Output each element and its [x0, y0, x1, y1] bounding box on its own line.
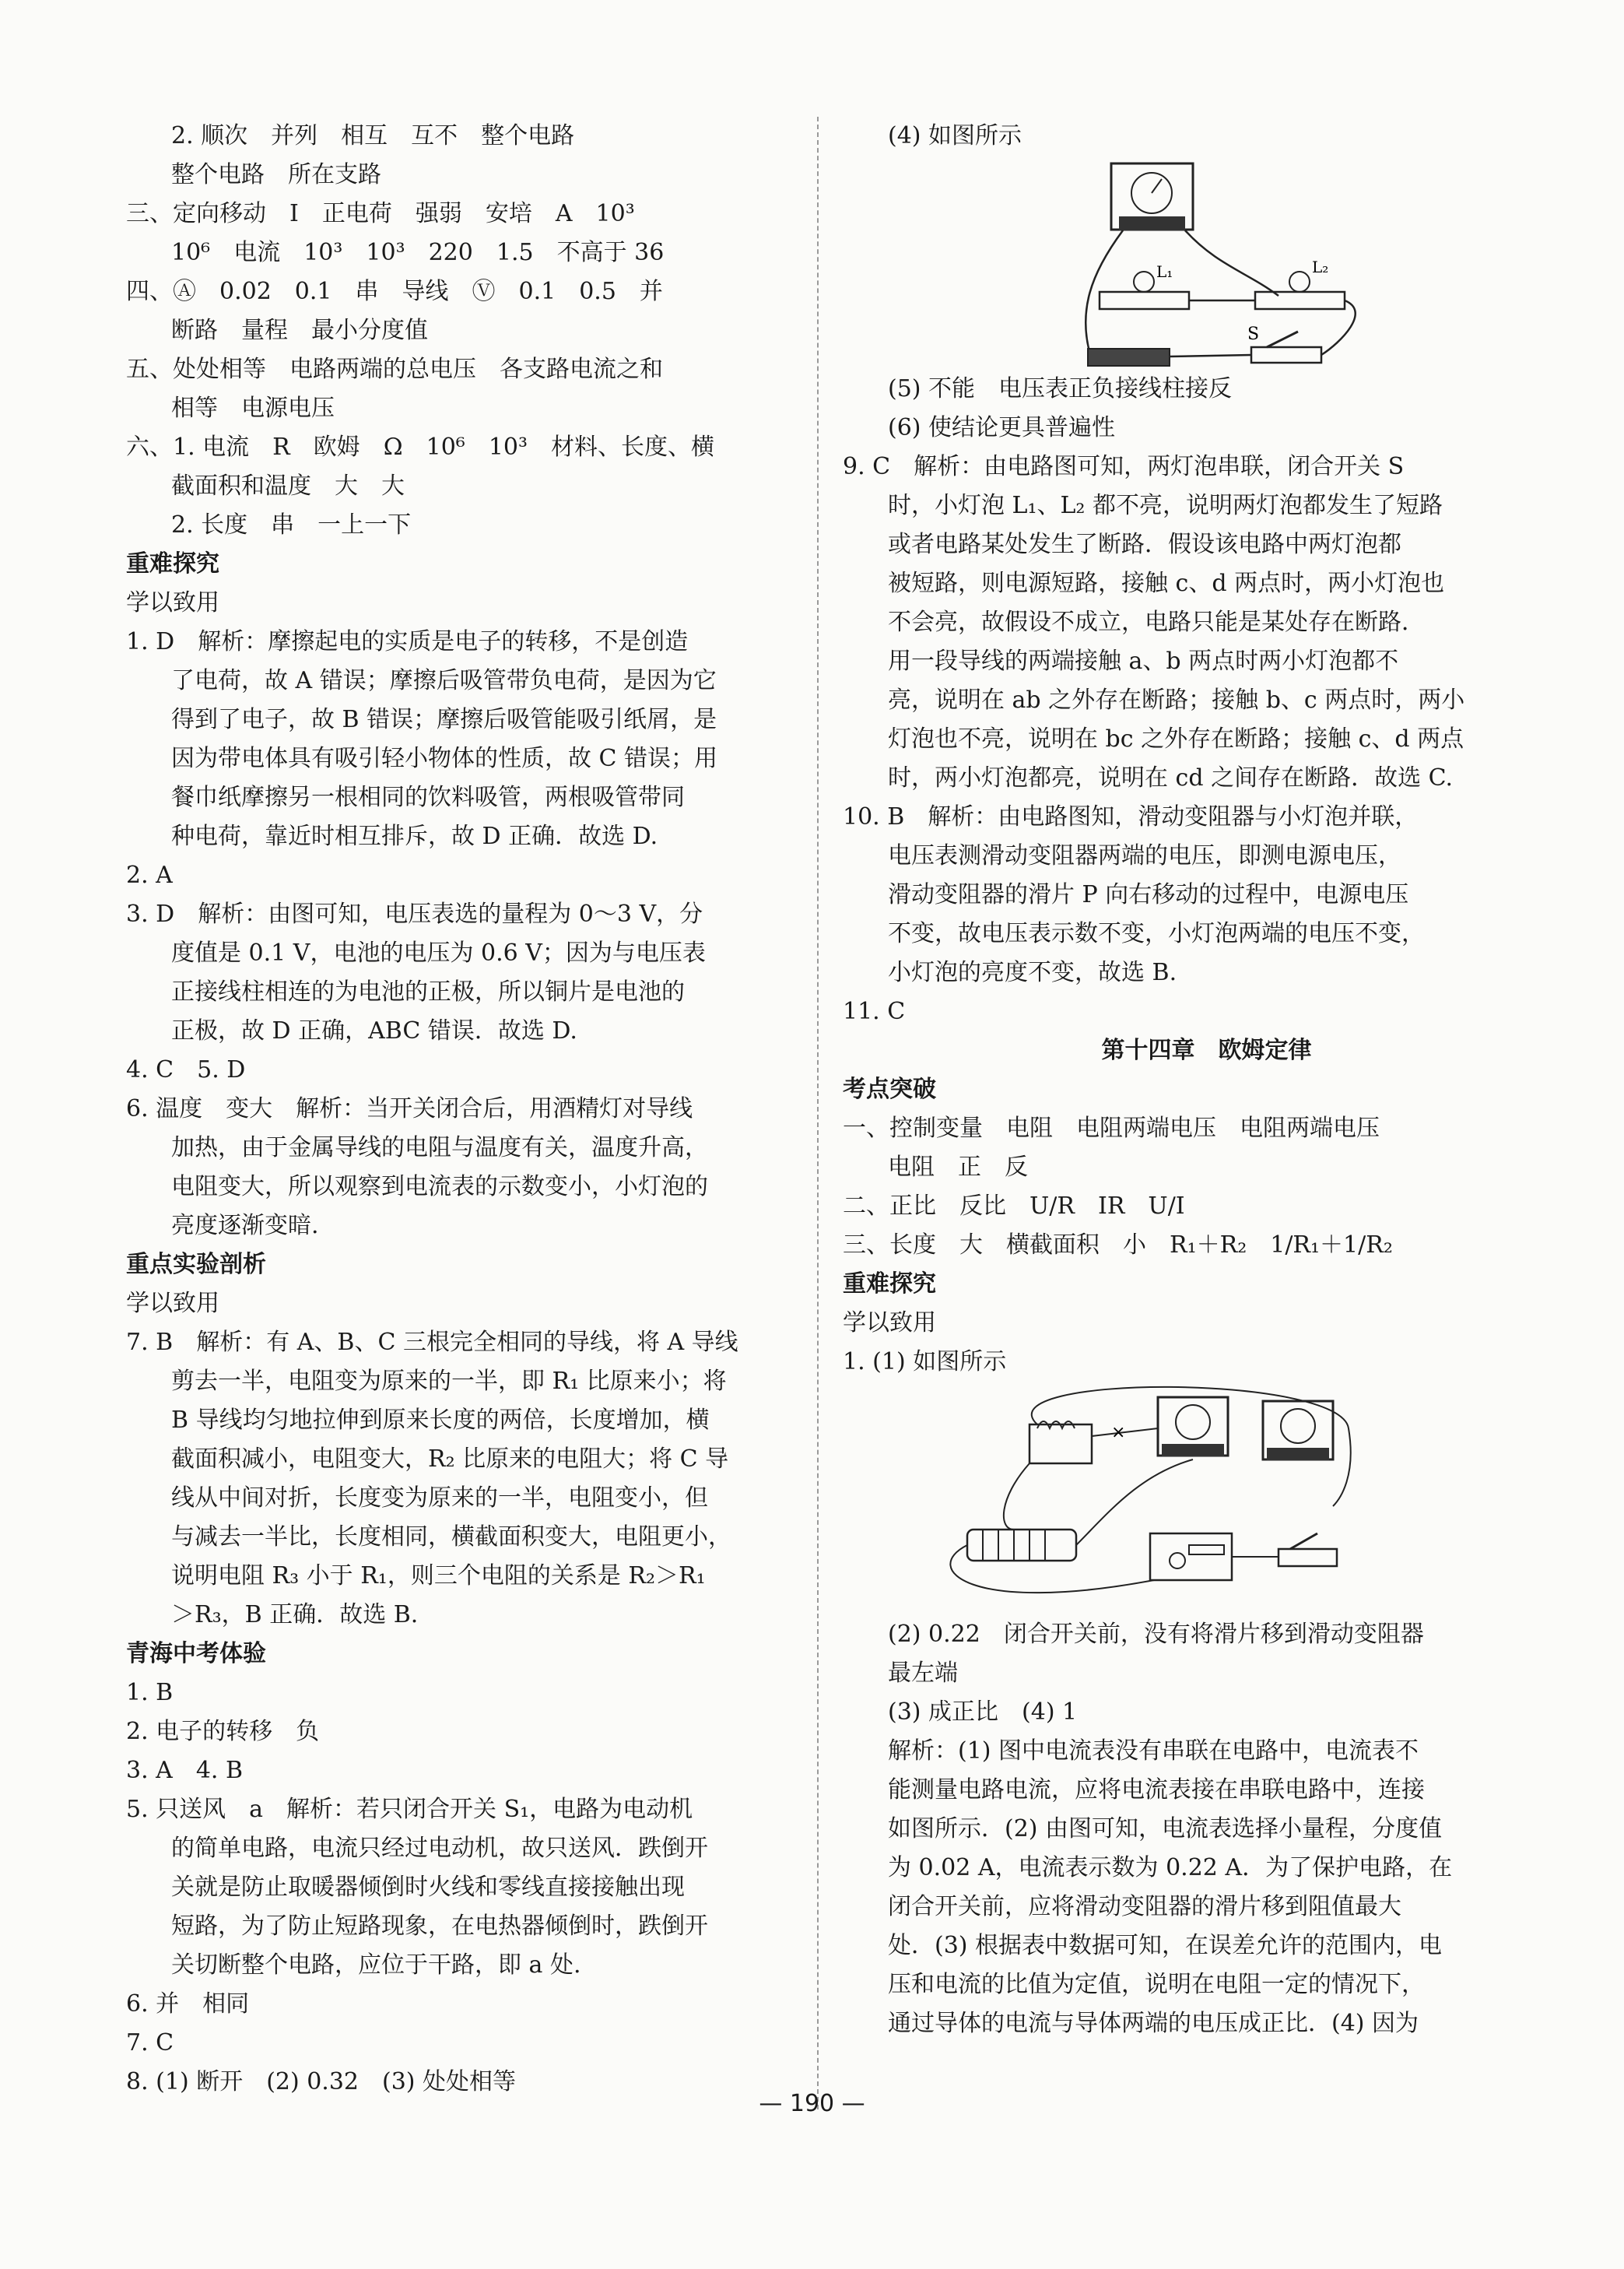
circuit-figure-ohm-experiment — [843, 1382, 1570, 1615]
page-number-value: 190 — [789, 2090, 835, 2117]
right_b-line: 二、正比 反比 U/R IR U/I — [843, 1192, 1185, 1220]
left-line: 断路 量程 最小分度值 — [171, 317, 428, 344]
right_b-line: 被短路，则电源短路，接触 c、d 两点时，两小灯泡也 — [888, 570, 1445, 597]
left-line: 电阻变大，所以观察到电流表的示数变小，小灯泡的 — [171, 1173, 708, 1200]
right_b-line: 第十四章 欧姆定律 — [1101, 1037, 1312, 1064]
left-line: 7. C — [126, 2029, 174, 2057]
page-number: — 190 — — [759, 2090, 865, 2117]
left-line: 6. 并 相同 — [126, 1990, 250, 2018]
left-line: 五、处处相等 电路两端的总电压 各支路电流之和 — [126, 356, 663, 383]
right_b-line: 或者电路某处发生了断路．假设该电路中两灯泡都 — [888, 531, 1401, 558]
left-line: 餐巾纸摩擦另一根相同的饮料吸管，两根吸管带同 — [171, 784, 685, 811]
right-column — [843, 117, 1570, 2043]
right_b-line: 小灯泡的亮度不变，故选 B. — [888, 959, 1177, 986]
column-divider — [817, 117, 819, 2109]
right_b-line: 不会亮，故假设不成立，电路只能是某处存在断路． — [888, 609, 1425, 636]
left-line: 关就是防止取暖器倾倒时火线和零线直接接触出现 — [171, 1874, 685, 1901]
right_b-line: 滑动变阻器的滑片 P 向右移动的过程中，电源电压 — [888, 881, 1409, 908]
left-line: 3. D 解析：由图可知，电压表选的量程为 0～3 V，分 — [126, 901, 703, 928]
right_b-line: (6) 使结论更具普遍性 — [888, 414, 1116, 441]
left-line: 剪去一半，电阻变为原来的一半，即 R₁ 比原来小；将 — [171, 1368, 727, 1395]
left-line: 整个电路 所在支路 — [171, 161, 381, 188]
right_b-line: 用一段导线的两端接触 a、b 两点时两小灯泡都不 — [888, 648, 1399, 675]
right_c-line: (3) 成正比 (4) 1 — [888, 1698, 1078, 1726]
right_c-line: 最左端 — [888, 1660, 958, 1687]
left-line: 重点实验剖析 — [126, 1251, 266, 1278]
left-line: 的简单电路，电流只经过电动机，故只送风．跌倒开 — [171, 1835, 708, 1862]
right_a-line: (4) 如图所示 — [888, 122, 1022, 149]
right_c-line: (2) 0.22 闭合开关前，没有将滑片移到滑动变阻器 — [888, 1621, 1424, 1648]
fig1-label-l1: L₁ — [1156, 262, 1173, 281]
right_c-line: 为 0.02 A，电流表示数为 0.22 A．为了保护电路，在 — [888, 1854, 1453, 1881]
left-line: 截面积和温度 大 大 — [171, 472, 405, 500]
left-line: 学以致用 — [126, 1290, 219, 1317]
left-line: 截面积减小，电阻变大，R₂ 比原来的电阻大；将 C 导 — [171, 1445, 729, 1473]
right_b-line: 一、控制变量 电阻 电阻两端电压 电阻两端电压 — [843, 1115, 1380, 1142]
left-line: 3. A 4. B — [126, 1757, 244, 1784]
left-line: 短路，为了防止短路现象，在电热器倾倒时，跌倒开 — [171, 1912, 708, 1940]
left-line: 7. B 解析：有 A、B、C 三根完全相同的导线，将 A 导线 — [126, 1329, 738, 1356]
right_b-line: 三、长度 大 横截面积 小 R₁＋R₂ 1/R₁＋1/R₂ — [843, 1231, 1393, 1259]
left-line: 正极，故 D 正确，ABC 错误．故选 D. — [171, 1017, 577, 1045]
left-line: 与减去一半比，长度相同，横截面积变大，电阻更小， — [171, 1523, 731, 1551]
left-line: 8. (1) 断开 (2) 0.32 (3) 处处相等 — [126, 2068, 517, 2095]
right_c-line: 处．(3) 根据表中数据可知，在误差允许的范围内，电 — [888, 1932, 1443, 1959]
right_c-line: 解析：(1) 图中电流表没有串联在电路中，电流表不 — [888, 1737, 1419, 1765]
right_b-line: 电阻 正 反 — [888, 1154, 1028, 1181]
left-line: 学以致用 — [126, 589, 219, 616]
right_c-line: 压和电流的比值为定值，说明在电阻一定的情况下， — [888, 1971, 1425, 1998]
left-line: 了电荷，故 A 错误；摩擦后吸管带负电荷，是因为它 — [171, 667, 717, 694]
left-line: 重难探究 — [126, 550, 219, 578]
right_b-line: (5) 不能 电压表正负接线柱接反 — [888, 375, 1233, 402]
circuit-figure-series-lamps — [843, 156, 1570, 370]
right_b-line: 不变，故电压表示数不变，小灯泡两端的电压不变， — [888, 920, 1425, 947]
left-line: 关切断整个电路，应位于干路，即 a 处. — [171, 1951, 581, 1979]
left-line: 10⁶ 电流 10³ 10³ 220 1.5 不高于 36 — [171, 239, 665, 266]
left-line: 种电荷，靠近时相互排斥，故 D 正确．故选 D. — [171, 823, 658, 850]
left-line: 线从中间对折，长度变为原来的一半，电阻变小，但 — [171, 1484, 708, 1512]
left-line: 2. 长度 串 一上一下 — [171, 511, 412, 539]
right_c-line: 通过导体的电流与导体两端的电压成正比．(4) 因为 — [888, 2010, 1419, 2037]
right_b-line: 学以致用 — [843, 1309, 936, 1336]
right_b-line: 11. C — [843, 998, 906, 1025]
right_b-line: 亮，说明在 ab 之外存在断路；接触 b、c 两点时，两小 — [888, 687, 1465, 714]
left-line: 四、Ⓐ 0.02 0.1 串 导线 Ⓥ 0.1 0.5 并 — [126, 278, 663, 305]
left-line: 度值是 0.1 V，电池的电压为 0.6 V；因为与电压表 — [171, 940, 706, 967]
left-line: 6. 温度 变大 解析：当开关闭合后，用酒精灯对导线 — [126, 1095, 693, 1122]
left-line: 六、1. 电流 R 欧姆 Ω 10⁶ 10³ 材料、长度、横 — [126, 434, 715, 461]
left-line: 5. 只送风 a 解析：若只闭合开关 S₁，电路为电动机 — [126, 1796, 693, 1823]
right_b-line: 1. (1) 如图所示 — [843, 1348, 1007, 1375]
svg-text:×: × — [1111, 1423, 1126, 1442]
left-line: 青海中考体验 — [126, 1640, 266, 1667]
left-line: 1. B — [126, 1679, 174, 1706]
left-line: 加热，由于金属导线的电阻与温度有关，温度升高， — [171, 1134, 708, 1161]
left-line: B 导线均匀地拉伸到原来长度的两倍，长度增加，横 — [171, 1407, 710, 1434]
right_c-line: 闭合开关前，应将滑动变阻器的滑片移到阻值最大 — [888, 1893, 1401, 1920]
fig1-label-l2: L₂ — [1312, 258, 1329, 276]
left-column — [126, 117, 854, 2102]
left-line: 相等 电源电压 — [171, 395, 335, 422]
right_c-line: 如图所示．(2) 由图可知，电流表选择小量程，分度值 — [888, 1815, 1443, 1842]
fig1-label-s: S — [1247, 325, 1260, 344]
right_c-line: 能测量电路电流，应将电流表接在串联电路中，连接 — [888, 1776, 1425, 1804]
left-line: 亮度逐渐变暗. — [171, 1212, 319, 1239]
left-line: 得到了电子，故 B 错误；摩擦后吸管能吸引纸屑，是 — [171, 706, 717, 733]
right_b-line: 时，两小灯泡都亮，说明在 cd 之间存在断路．故选 C. — [888, 764, 1454, 792]
left-line: 4. C 5. D — [126, 1056, 246, 1084]
right_b-line: 灯泡也不亮，说明在 bc 之外存在断路；接触 c、d 两点 — [888, 725, 1464, 753]
left-line: ＞R₃，B 正确．故选 B. — [171, 1601, 419, 1628]
right_b-line: 电压表测滑动变阻器两端的电压，即测电源电压， — [888, 842, 1401, 869]
left-line: 2. 顺次 并列 相互 互不 整个电路 — [171, 122, 575, 149]
left-line: 说明电阻 R₃ 小于 R₁，则三个电阻的关系是 R₂＞R₁ — [171, 1562, 706, 1589]
left-line: 2. 电子的转移 负 — [126, 1718, 320, 1745]
left-line: 三、定向移动 I 正电荷 强弱 安培 A 10³ — [126, 200, 635, 227]
right_b-line: 时，小灯泡 L₁、L₂ 都不亮，说明两灯泡都发生了短路 — [888, 492, 1443, 519]
left-line: 正接线柱相连的为电池的正极，所以铜片是电池的 — [171, 978, 685, 1006]
right_b-line: 考点突破 — [843, 1076, 936, 1103]
right_b-line: 10. B 解析：由电路图知，滑动变阻器与小灯泡并联， — [843, 803, 1419, 831]
left-line: 因为带电体具有吸引轻小物体的性质，故 C 错误；用 — [171, 745, 718, 772]
left-line: 1. D 解析：摩擦起电的实质是电子的转移，不是创造 — [126, 628, 689, 655]
left-line: 2. A — [126, 862, 173, 889]
right_b-line: 9. C 解析：由电路图可知，两灯泡串联，闭合开关 S — [843, 453, 1405, 480]
right_b-line: 重难探究 — [843, 1270, 936, 1298]
